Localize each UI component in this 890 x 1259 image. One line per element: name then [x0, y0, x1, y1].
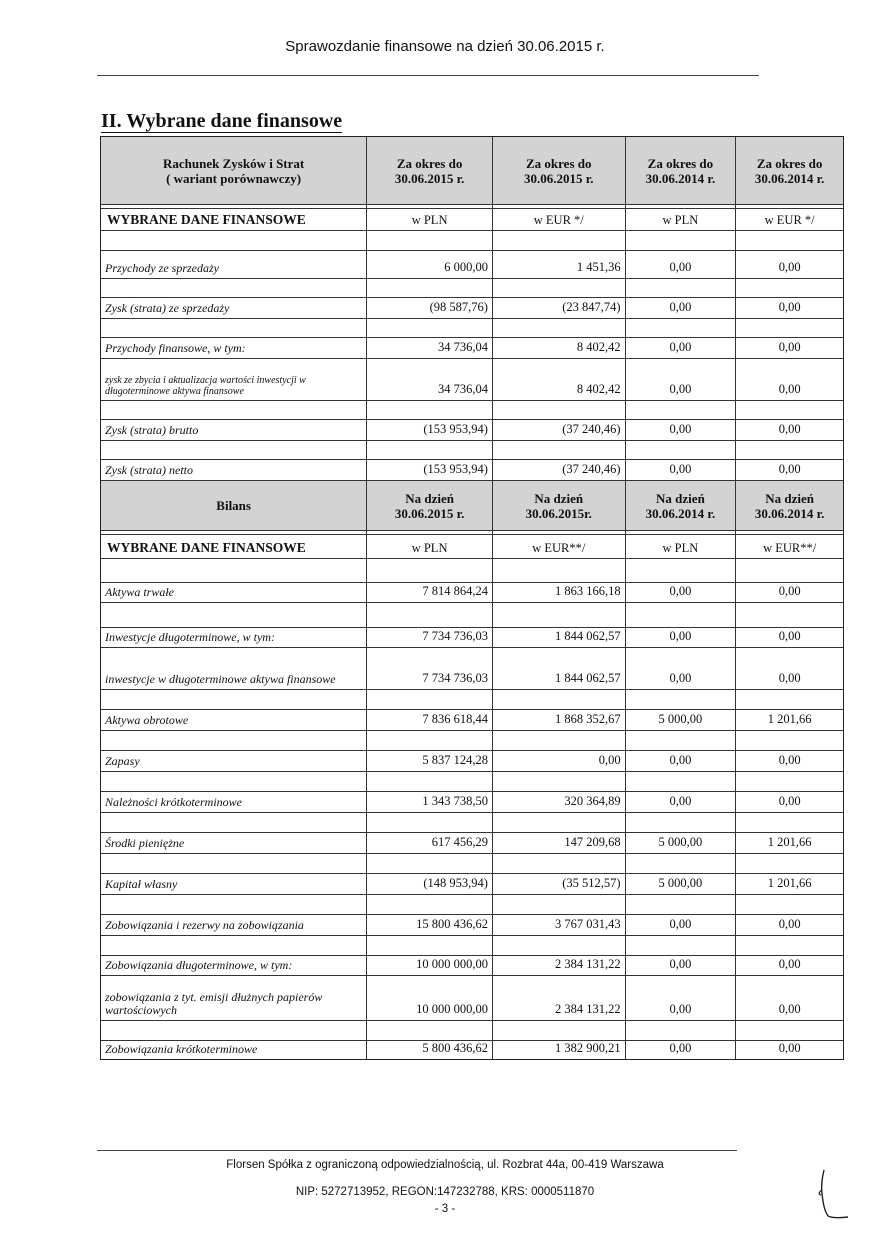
- row-value: 147 209,68: [493, 833, 626, 853]
- section-title: II. Wybrane dane finansowe: [101, 110, 343, 132]
- bs-unit-col3: w PLN: [626, 535, 737, 558]
- row-value: 0,00: [626, 915, 737, 935]
- row-value: 2 384 131,22: [493, 956, 626, 975]
- bs-subheader-row: [101, 535, 843, 559]
- row-label: inwestycje w długoterminowe aktywa finansowe: [101, 648, 367, 689]
- signature-mark: [818, 1168, 858, 1220]
- row-value: 1 343 738,50: [367, 792, 493, 812]
- row-label: Aktywa trwałe: [101, 583, 367, 602]
- pl-spacer: [101, 231, 843, 251]
- row-value: (98 587,76): [367, 298, 493, 318]
- pl-header-col2: Za okres do 30.06.2015 r.: [493, 137, 626, 204]
- bs-header-col4: Na dzień 30.06.2014 r.: [736, 481, 843, 530]
- row-value: 6 000,00: [367, 251, 493, 278]
- row-value: 0,00: [778, 340, 801, 354]
- pl-spacer: [101, 319, 843, 338]
- row-label: Zobowiązania krótkoterminowe: [101, 1041, 367, 1059]
- table-row: [101, 915, 843, 936]
- row-value: 7 836 618,44: [367, 710, 493, 730]
- bs-spacer: [101, 895, 843, 915]
- pl-unit-col3: w PLN: [626, 209, 737, 230]
- row-value: 0,00: [626, 956, 737, 975]
- row-value: (35 512,57): [493, 874, 626, 894]
- row-value: 320 364,89: [493, 792, 626, 812]
- bs-spacer: [101, 1021, 843, 1041]
- row-label: Środki pieniężne: [101, 833, 367, 853]
- table-row: [101, 976, 843, 1021]
- row-label: zysk ze zbycia i aktualizacja wartości inwestycji w długoterminowe aktywa finansowe: [101, 359, 367, 400]
- row-value: (37 240,46): [493, 460, 626, 480]
- row-value: 0,00: [626, 648, 737, 689]
- row-value: 0,00: [778, 422, 801, 436]
- row-value: (153 953,94): [367, 460, 493, 480]
- row-value: 15 800 436,62: [367, 915, 493, 935]
- bs-subheader-title: WYBRANE DANE FINANSOWE: [101, 535, 367, 558]
- bs-spacer: [101, 813, 843, 833]
- pl-header-row: [101, 137, 843, 205]
- row-label: Przychody finansowe, w tym:: [101, 338, 367, 358]
- pl-unit-col1: w PLN: [367, 209, 493, 230]
- row-value: 0,00: [626, 420, 737, 440]
- row-value: 1 201,66: [767, 835, 812, 849]
- row-value: 1 844 062,57: [493, 628, 626, 647]
- bs-header-col2: Na dzień 30.06.2015r.: [493, 481, 626, 530]
- row-value: 5 800 436,62: [367, 1041, 493, 1059]
- row-value: 0,00: [626, 976, 737, 1020]
- footer-divider: [97, 1150, 737, 1151]
- pl-header-title: Rachunek Zysków i Strat ( wariant porównawczy): [101, 137, 367, 204]
- row-value: 5 000,00: [626, 710, 737, 730]
- row-label: Zapasy: [101, 751, 367, 771]
- row-value: 0,00: [626, 338, 737, 358]
- bs-header-row: [101, 481, 843, 531]
- row-value: 0,00: [626, 298, 737, 318]
- table-row: [101, 874, 843, 895]
- pl-header-col4: Za okres do 30.06.2014 r.: [736, 137, 843, 204]
- row-value: 8 402,42: [493, 338, 626, 358]
- row-value: 0,00: [778, 957, 801, 971]
- row-value: 0,00: [778, 629, 801, 643]
- row-value: 0,00: [778, 260, 801, 274]
- row-value: 0,00: [778, 300, 801, 314]
- bs-spacer: [101, 772, 843, 792]
- footer-ids: NIP: 5272713952, REGON:147232788, KRS: 0000511870: [295, 1186, 595, 1198]
- table-row: [101, 583, 843, 603]
- pl-spacer: [101, 401, 843, 420]
- row-value: 2 384 131,22: [493, 976, 626, 1020]
- row-value: 617 456,29: [367, 833, 493, 853]
- row-label: Zysk (strata) brutto: [101, 420, 367, 440]
- row-value: 0,00: [778, 1041, 801, 1055]
- pl-subheader-row: [101, 209, 843, 231]
- bs-spacer: [101, 936, 843, 956]
- row-value: 5 000,00: [626, 874, 737, 894]
- row-label: Przychody ze sprzedaży: [101, 251, 367, 278]
- table-row: [101, 792, 843, 813]
- row-value: 0,00: [626, 460, 737, 480]
- row-value: 3 767 031,43: [493, 915, 626, 935]
- bs-spacer: [101, 731, 843, 751]
- row-value: 0,00: [778, 1002, 801, 1016]
- row-value: 1 201,66: [767, 712, 812, 726]
- row-value: 1 844 062,57: [493, 648, 626, 689]
- row-value: (148 953,94): [367, 874, 493, 894]
- footer-company: Florsen Spółka z ograniczoną odpowiedzialnością, ul. Rozbrat 44a, 00-419 Warszawa: [226, 1159, 664, 1171]
- pl-unit-col4: w EUR */: [764, 213, 815, 227]
- row-label: Zobowiązania długoterminowe, w tym:: [101, 956, 367, 975]
- table-row: [101, 298, 843, 319]
- row-value: (23 847,74): [493, 298, 626, 318]
- row-label: Kapitał własny: [101, 874, 367, 894]
- table-row: [101, 710, 843, 731]
- bs-unit-col1: w PLN: [367, 535, 493, 558]
- row-value: 0,00: [778, 382, 801, 396]
- table-row: [101, 833, 843, 854]
- header-divider: [97, 75, 759, 76]
- row-value: 1 382 900,21: [493, 1041, 626, 1059]
- row-value: 0,00: [778, 671, 801, 685]
- row-value: 0,00: [626, 1041, 737, 1059]
- pl-header-col1: Za okres do 30.06.2015 r.: [367, 137, 493, 204]
- row-value: 0,00: [778, 584, 801, 598]
- row-value: 7 814 864,24: [367, 583, 493, 602]
- row-value: 0,00: [626, 628, 737, 647]
- row-label: zobowiązania z tyt. emisji dłużnych papierów wartościowych: [101, 976, 367, 1020]
- bs-header-title: Bilans: [101, 481, 367, 530]
- pl-spacer: [101, 441, 843, 460]
- bs-header-col3: Na dzień 30.06.2014 r.: [626, 481, 737, 530]
- row-value: 10 000 000,00: [367, 976, 493, 1020]
- bs-unit-col4: w EUR**/: [763, 541, 817, 555]
- bs-header-col1: Na dzień 30.06.2015 r.: [367, 481, 493, 530]
- bs-unit-col2: w EUR**/: [493, 535, 626, 558]
- bs-spacer: [101, 690, 843, 710]
- row-value: 1 868 352,67: [493, 710, 626, 730]
- row-value: 1 201,66: [767, 876, 812, 890]
- row-value: (153 953,94): [367, 420, 493, 440]
- pl-spacer: [101, 279, 843, 298]
- table-row: [101, 628, 843, 648]
- row-value: 10 000 000,00: [367, 956, 493, 975]
- row-value: 0,00: [626, 751, 737, 771]
- row-label: Zobowiązania i rezerwy na zobowiązania: [101, 915, 367, 935]
- table-row: [101, 1041, 843, 1059]
- row-value: (37 240,46): [493, 420, 626, 440]
- row-value: 34 736,04: [367, 338, 493, 358]
- row-value: 0,00: [493, 751, 626, 771]
- financial-data-table: [100, 136, 844, 1060]
- table-row: [101, 956, 843, 976]
- table-row: [101, 359, 843, 401]
- table-row: [101, 460, 843, 481]
- bs-spacer: [101, 559, 843, 583]
- row-label: Inwestycje długoterminowe, w tym:: [101, 628, 367, 647]
- pl-unit-col2: w EUR */: [493, 209, 626, 230]
- table-row: [101, 338, 843, 359]
- row-value: 0,00: [778, 794, 801, 808]
- page-header: Sprawozdanie finansowe na dzień 30.06.2015 r.: [285, 38, 605, 55]
- row-value: 8 402,42: [493, 359, 626, 400]
- row-value: 7 734 736,03: [367, 628, 493, 647]
- row-value: 34 736,04: [367, 359, 493, 400]
- row-value: 0,00: [778, 462, 801, 476]
- row-value: 7 734 736,03: [367, 648, 493, 689]
- bs-spacer: [101, 603, 843, 628]
- table-row: [101, 751, 843, 772]
- table-row: [101, 251, 843, 279]
- row-value: 0,00: [626, 792, 737, 812]
- page-number: - 3 -: [434, 1203, 456, 1215]
- row-value: 0,00: [626, 583, 737, 602]
- table-row: [101, 420, 843, 441]
- table-row: [101, 648, 843, 690]
- row-value: 0,00: [778, 753, 801, 767]
- row-value: 1 451,36: [493, 251, 626, 278]
- row-label: Aktywa obrotowe: [101, 710, 367, 730]
- row-value: 1 863 166,18: [493, 583, 626, 602]
- row-value: 0,00: [626, 359, 737, 400]
- row-label: Zysk (strata) netto: [101, 460, 367, 480]
- row-label: Zysk (strata) ze sprzedaży: [101, 298, 367, 318]
- pl-header-col3: Za okres do 30.06.2014 r.: [626, 137, 737, 204]
- row-value: 0,00: [626, 251, 737, 278]
- row-value: 5 000,00: [626, 833, 737, 853]
- bs-spacer: [101, 854, 843, 874]
- row-value: 0,00: [778, 917, 801, 931]
- row-label: Należności krótkoterminowe: [101, 792, 367, 812]
- pl-subheader-title: WYBRANE DANE FINANSOWE: [101, 209, 367, 230]
- row-value: 5 837 124,28: [367, 751, 493, 771]
